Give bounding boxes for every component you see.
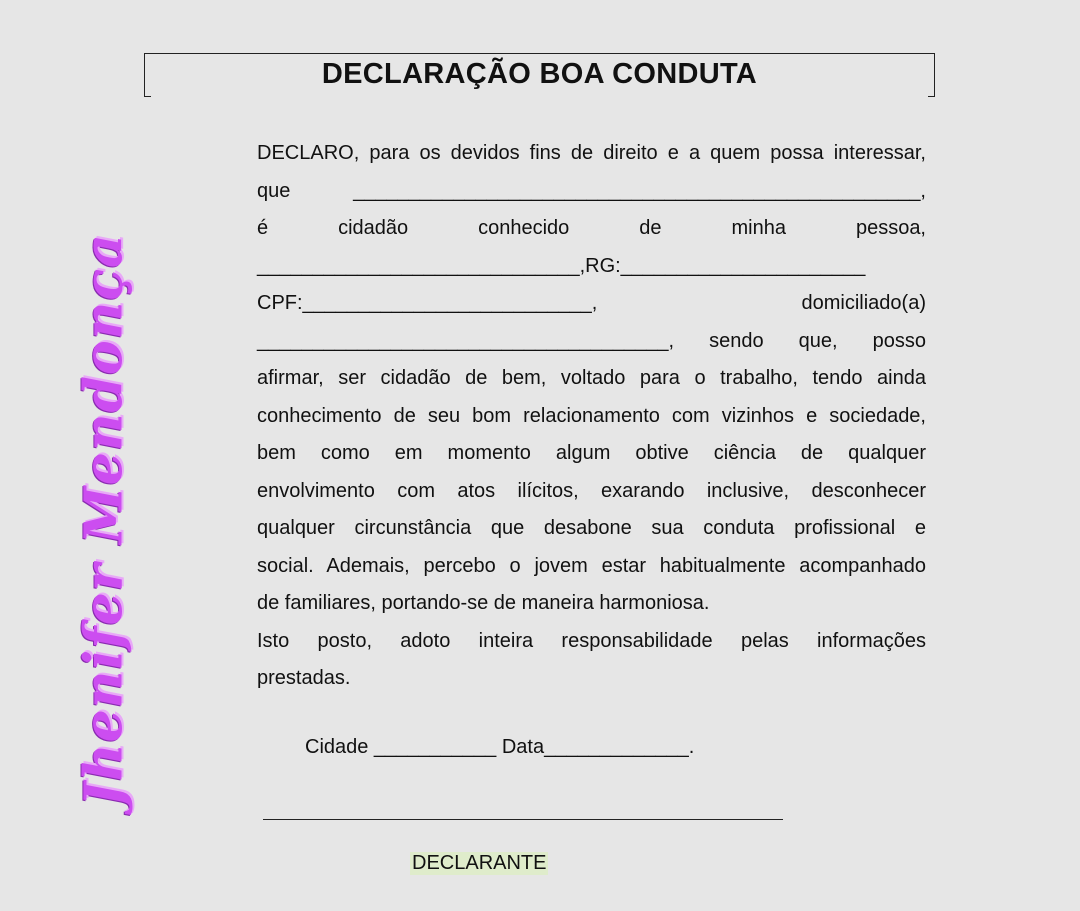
body-line: que ___________________________________________________, [257,179,926,202]
watermark-text: Jhenifer Mendonça [73,233,135,807]
body-line: _____________________________,RG:______________________ [257,254,866,277]
title-box [144,53,935,95]
body-line: bem como em momento algum obtive ciência de qualquer [257,442,926,464]
body-line: prestadas. [257,667,351,689]
signature-label: DECLARANTE [412,852,547,874]
body-line: social. Ademais, percebo o jovem estar habitualmente acompanhado [257,554,926,577]
body-line: de familiares, portando-se de maneira harmoniosa. [257,592,710,614]
body-line: é cidadão conhecido de minha pessoa, [257,217,926,239]
body-line: Isto posto, adoto inteira responsabilidade pelas informações [257,629,926,652]
body-line: DECLARO, para os devidos fins de direito e a quem possa interessar, [257,142,926,164]
document-title: DECLARAÇÃO BOA CONDUTA [321,58,758,90]
body-line: envolvimento com atos ilícitos, exarando inclusive, desconhecer [257,479,926,502]
body-line: qualquer circunstância que desabone sua conduta profissional e [257,517,926,539]
declaration-body [257,135,926,698]
body-line: _____________________________________, sendo que, posso [257,329,926,352]
body-line: CPF:__________________________, domiciliado(a) [257,292,926,314]
city-date-line: Cidade ___________ Data_____________. [305,736,695,758]
signature-line [263,819,783,820]
body-line: conhecimento de seu bom relacionamento com vizinhos e sociedade, [257,404,926,427]
body-line: afirmar, ser cidadão de bem, voltado para o trabalho, tendo ainda [257,367,926,389]
